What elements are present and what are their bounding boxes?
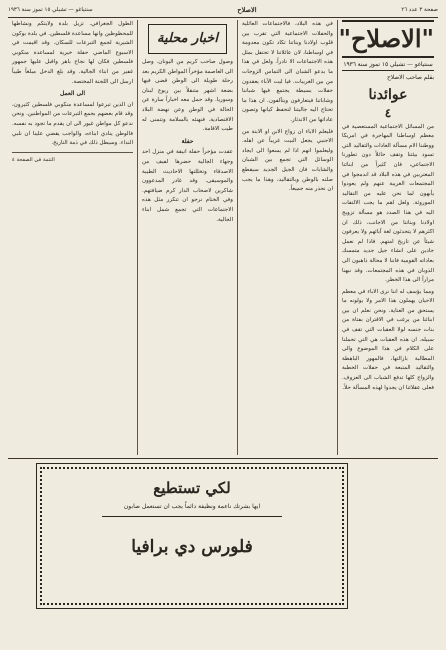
ad-subline: ايها بشرتك ناعمة ونظيفة دائماً يجب ان تستعمل صابون [123,503,261,510]
article-number: ٤ [384,105,392,120]
news-paragraph: الطول الجغرافي. تزيل بلدة ولايتكم ونشاطها للمحظوظين وانها مساعدة فلسطين. في بلدة بوكون الشيرية لجمع التبرعات للسكان. وقد اقيمت في الاسبوع الماضي حفلة خيرية لمساعدة منكوبي فلسطين فكان لها نجاح باهر واقبل عليها جمهور غفير من ابناء الجالية. وقد بلغ الدخل مبلغاً طيباً ارسل الى اللجنة المختصة. [12,21,133,85]
soap-advertisement [40,467,344,605]
article-title: عوائدنا [368,86,408,103]
article-paragraph: من المسائل الاجتماعية المستعصية في معظم اوساطنا المهاجرة في امريكا ووطننا الام مسألة العادات والتقاليد التي تسود بيئتنا وتقف حائلاً دون تطورنا الاجتماعي، فان كثيراً من ابنائنا المغتربين في هذه البلاد قد اندمجوا في المجتمعات الغريبة عنهم ولم يعودوا يأبهون لما نحن عليه من التقاليد الموروثة. ولعل اهم ما يجب الالتفات اليه في هذا الصدد هو مسألة تزويج اولادنا وبناتنا من الاجانب، ذلك ان اكثرهم لا يتحدثون لغة آبائهم ولا يعرفون شيئاً عن تاريخ امتهم. فاذا لم نعمل جادين على انشاء جيل جديد متمسك بعاداته القومية فاننا لا محالة ذاهبون الى الذوبان في هذه المجتمعات. وقد نبهنا مراراً الى هذا الخطر. [342,123,434,284]
columns-area [8,20,438,455]
news-subheading: الى العمل [60,90,85,98]
header-title: الاصلاح [237,6,257,14]
news-paragraph: عقدت مؤخراً حفلة انيقة في منزل احد وجهاء الجالية حضرها لفيف من الاصدقاء وتخللتها الاحاديث الطيبة والموسيقى. وقد غادر المدعوون شاكرين لاصحاب الدار كرم ضيافتهم. وفي الختام نرجو ان تتكرر مثل هذه الاجتماعات التي تجمع شمل ابناء الجالية. [142,149,233,223]
article-paragraph: ومما يؤسف له اننا نرى الاباء في معظم الاحيان يهملون هذا الامر ولا يولونه ما يستحق من العناية. ونحن نعلم ان بين ابنائنا من يرغب في الاقتران بفتاة من بنات جنسه لولا العقبات التي تقف في سبيله. ان هذه العقبات هي التي تحملنا على الكلام في هذا الموضوع والى المطالبة بازالتها، فالمهور الباهظة والتقاليد المتبعة في حفلات الخطبة والزواج كلها تدفع الشباب الى العزوف. فعلى عقلائنا ان يجدوا لهذه المسألة حلاً. [342,288,434,391]
header-page-number: صفحة ٣ عدد ٢٦ [401,7,438,13]
column-2 [238,20,338,455]
ad-brand: فلورس دي برافيا [131,537,253,557]
news-paragraph: ان الذين تبرعوا لمساعدة منكوبي فلسطين كثيرون، وقد قام بعضهم بجمع التبرعات من المواطنين. ونحن ندعو كل مواطن غيور الى ان يقدم ما تجود به نفسه. فالوطن ينادي ابناءه، والواجب يقضي علينا ان نلبي النداء. وسيظل ذلك في ذمة التاريخ. [12,101,133,147]
divider [102,516,282,517]
header-left-date: سنتياغو — تشيلي ١٥ تموز سنة ١٩٣٦ [8,7,93,13]
ad-headline: لكي تستطيع [153,479,231,497]
divider [8,458,438,459]
column-4 [8,20,138,455]
news-subheading: حفلة [181,137,194,145]
column-1 [338,20,438,455]
article-paragraph: فليعلم الاباء ان زواج الابن او الابنة من الاجنبي يجعل البيت غريباً عن اهله. وليعلموا انهم اذا لم يسعوا الى ايجاد الوسائل التي تجمع بين الشبان والشابات فان الجيل الجديد سيقطع صلته بالوطن وبالتقاليد، وهذا ما يجب ان نحذر منه جميعاً. [242,128,333,193]
page-header [8,3,438,18]
divider [12,152,133,153]
column-3 [138,20,238,455]
continued-note: التتمة في الصفحة ٤ [12,156,55,163]
article-byline: بقلم صاحب الاصلاح [386,75,434,81]
article-paragraph: في هذه البلاد، فالاجتماعات العائلية والحفلات الاجتماعية التي تقرب بين قلوب اولادنا وبناتنا تكاد تكون معدومة في اوساطنا، لان عائلاتنا لا تحتفل بمثل هذه الاجتماعات الا نادراً. ولعل في هذا ما يدعو الشبان الى التماس الزوجات من بين الغريبات. فيا ليت الآباء يعقدون حفلات بسيطة يجتمع فيها شباننا وشاباتنا فيتعارفون ويتآلفون. ان هذا ما تحتاج اليه جاليتنا لتحفظ كيانها وتصون عاداتها من الاندثار. [242,21,333,123]
masthead-dateline: سنتياغو — تشيلي ١٥ تموز سنة ١٩٣٦ [342,60,434,71]
masthead-title: "الاصلاح" [342,20,434,58]
local-news-heading: اخبار محلية [148,24,227,54]
news-paragraph: وصول صاحب كريم من اليونان. وصل الى العاصمة مؤخراً المواطن الكريم بعد رحلة طويلة الى الوطن قضى فيها بضعة اشهر متنقلاً بين ربوع لبنان وسوريا. وقد حمل معه اخباراً سارة عن الحالة في الوطن وعن نهضة البلاد الاقتصادية. فنهنئه بالسلامة ونتمنى له طيب الاقامة. [142,59,233,133]
